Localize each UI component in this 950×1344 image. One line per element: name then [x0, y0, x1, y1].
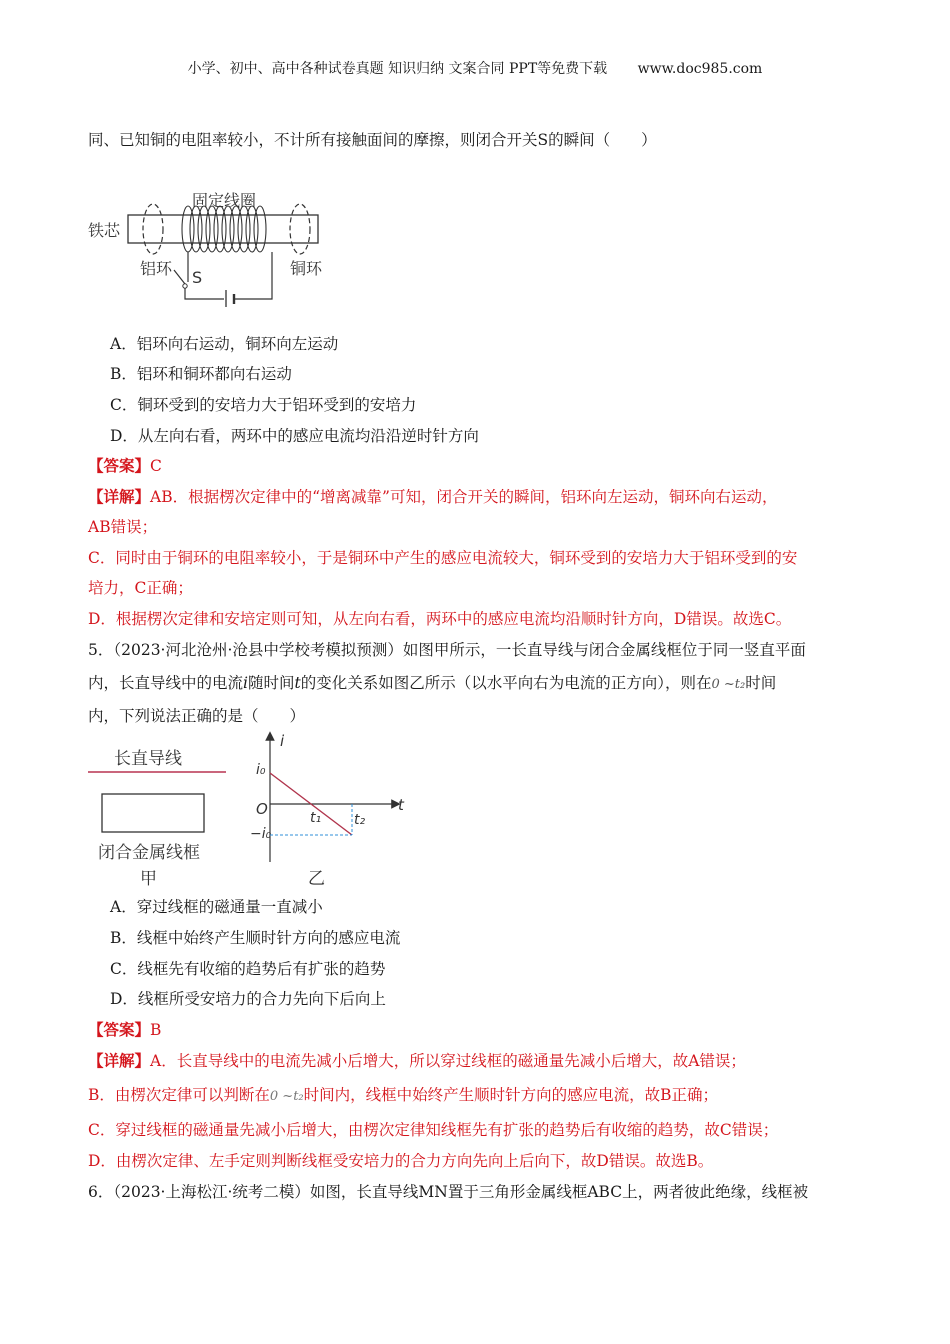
q5-explain-line-3: C．穿过线框的磁通量先减小后增大，由楞次定律知线框先有扩张的趋势后有收缩的趋势，故C错误； [88, 1121, 779, 1139]
q4-explain-line-5: D．根据楞次定律和安培定则可知，从左向右看，两环中的感应电流均沿顺时针方向，D错误。故选C。 [88, 610, 792, 628]
q4-option-a: A．铝环向右运动，铜环向左运动 [110, 335, 339, 353]
q5-stem-line-2 [88, 673, 776, 695]
explain-text: AB．根据楞次定律中的“增离减靠”可知，闭合开关的瞬间，铝环向左运动，铜环向右运动， [150, 488, 778, 506]
header-url: www.doc985.com [637, 61, 763, 77]
q4-stem: 同、已知铜的电阻率较小，不计所有接触面间的摩擦，则闭合开关S的瞬间（ ） [88, 131, 657, 149]
var-i: i [243, 674, 248, 692]
q5-stem-part-3: 的变化关系如图乙所示（以水平向右为电流的正方向），则在 [300, 674, 712, 692]
header-left: 小学、初中、高中各种试卷真题 知识归纳 文案合同 PPT等免费下载 [187, 61, 608, 77]
time-range: 0 ~t₂ [711, 677, 746, 692]
q5-explain-line-2 [88, 1085, 718, 1107]
axis-label-t: t [398, 796, 404, 814]
copper-ring [290, 204, 310, 254]
axis-label-i: i [280, 732, 285, 750]
switch-label: S [192, 268, 203, 287]
frame-label: 闭合金属线框 [98, 843, 200, 863]
switch-contact [183, 284, 187, 288]
q4-answer [88, 456, 162, 476]
q4-option-b: B．铝环和铜环都向右运动 [110, 365, 292, 383]
switch-blade [174, 270, 185, 284]
aluminum-ring-label: 铝环 [140, 259, 173, 278]
q4-option-c: C．铜环受到的安培力大于铝环受到的安培力 [110, 396, 417, 414]
q4-option-d: D．从左向右看，两环中的感应电流均沿沿逆时针方向 [110, 427, 479, 445]
fixed-coil [182, 206, 266, 252]
explain-text: A．长直导线中的电流先减小后增大，所以穿过线框的磁通量先减小后增大，故A错误； [150, 1052, 746, 1070]
answer-value: B [150, 1021, 162, 1039]
tick-label-t2: t₂ [354, 812, 366, 828]
copper-ring-label: 铜环 [290, 259, 323, 278]
q5-option-a: A．穿过线框的磁通量一直减小 [110, 898, 323, 916]
circuit-wire-bottom [185, 288, 224, 299]
var-t: t [294, 674, 301, 692]
answer-label: 【答案】 [88, 1020, 151, 1039]
q5-stem-part-2: 随时间 [247, 674, 295, 692]
aluminum-ring [143, 204, 163, 254]
q4-figure [88, 186, 338, 308]
wire-label: 长直导线 [114, 749, 182, 769]
coil-label: 固定线圈 [192, 191, 257, 210]
tick-label-neg-i0: −i₀ [250, 826, 272, 842]
q5-stem-line-1: 5．（2023·河北沧州·沧县中学校考模拟预测）如图甲所示，一长直导线与闭合金属线框位于同一竖直平面 [88, 641, 806, 659]
q5-option-d: D．线框所受安培力的合力先向下后向上 [110, 990, 386, 1008]
q5-explain-line-1 [88, 1051, 746, 1071]
time-range: 0 ~t₂ [269, 1089, 304, 1104]
label-jia: 甲 [140, 869, 157, 889]
circuit-wire-right [235, 252, 272, 299]
explain-text-part-1: B．由楞次定律可以判断在 [88, 1086, 270, 1104]
tick-label-i0: i₀ [256, 762, 266, 778]
q5-stem-part-4: 时间 [745, 674, 777, 692]
explain-label: 【详解】 [88, 487, 151, 506]
q4-explain-line-1 [88, 487, 777, 507]
q6-stem-line-1: 6．（2023·上海松江·统考二模）如图，长直导线MN置于三角形金属线框ABC上，两者彼此绝缘，线框被 [88, 1183, 809, 1201]
label-yi: 乙 [308, 869, 325, 889]
q5-stem-line-3: 内，下列说法正确的是（ ） [88, 707, 306, 725]
q5-figure-yi [250, 730, 410, 890]
q4-explain-line-3: C．同时由于铜环的电阻率较小，于是铜环中产生的感应电流较大，铜环受到的安培力大于铝环受到的安 [88, 549, 798, 567]
q5-figure-jia [88, 742, 238, 890]
q4-explain-line-4: 培力，C正确； [88, 579, 193, 597]
answer-value: C [150, 457, 162, 475]
q5-stem-part-1: 内，长直导线中的电流 [88, 674, 244, 692]
explain-label: 【详解】 [88, 1051, 151, 1070]
answer-label: 【答案】 [88, 456, 151, 475]
page-header [0, 58, 950, 78]
tick-label-t1: t₁ [310, 810, 322, 826]
explain-text-part-2: 时间内，线框中始终产生顺时针方向的感应电流，故B正确； [303, 1086, 719, 1104]
metal-frame [102, 794, 204, 832]
q5-answer [88, 1020, 161, 1040]
q4-explain-line-2: AB错误； [88, 518, 158, 536]
q5-option-c: C．线框先有收缩的趋势后有扩张的趋势 [110, 960, 386, 978]
origin-label: O [256, 800, 268, 818]
q5-explain-line-4: D．由楞次定律、左手定则判断线框受安培力的合力方向先向上后向下，故D错误。故选B。 [88, 1152, 714, 1170]
q5-option-b: B．线框中始终产生顺时针方向的感应电流 [110, 929, 401, 947]
core-label: 铁芯 [88, 221, 121, 240]
